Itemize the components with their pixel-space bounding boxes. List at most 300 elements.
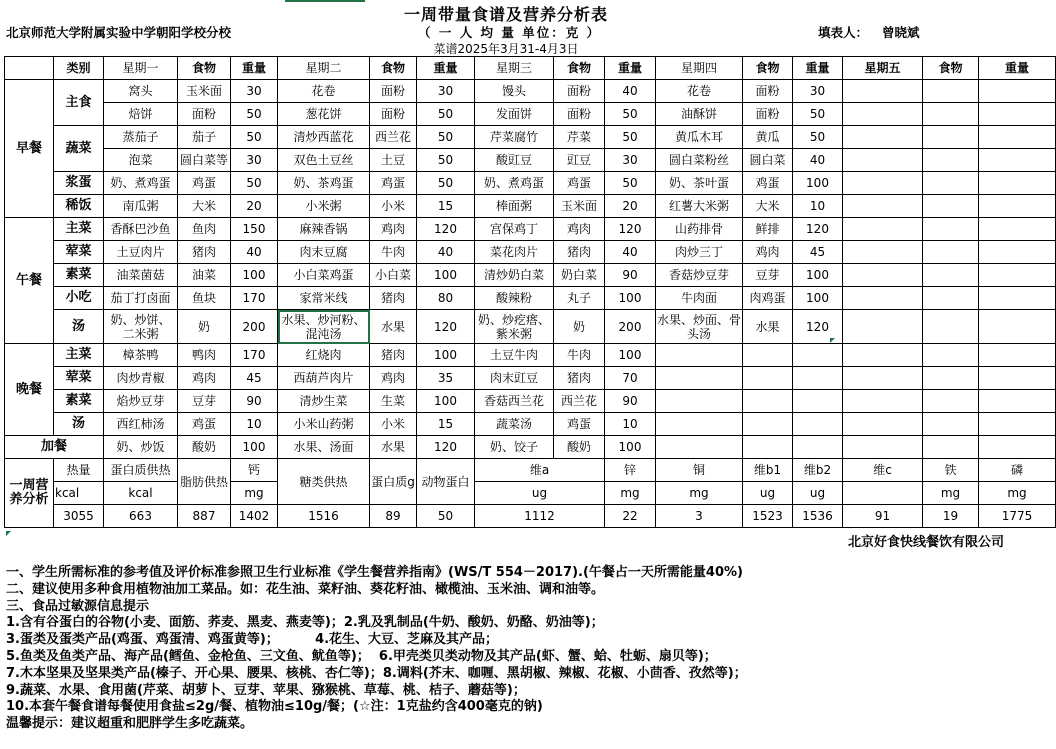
food-cell[interactable]: 猪肉: [370, 344, 417, 367]
header-cell[interactable]: 食物: [743, 57, 793, 80]
nutrient-unit[interactable]: [843, 482, 923, 505]
food-cell[interactable]: 西兰花: [554, 390, 605, 413]
nutrient-value[interactable]: 1112: [475, 505, 605, 528]
food-cell[interactable]: 鸡肉: [370, 367, 417, 390]
weight-cell[interactable]: 100: [793, 172, 843, 195]
weight-cell[interactable]: [793, 390, 843, 413]
dish-cell[interactable]: [656, 436, 743, 459]
empty-cell[interactable]: [923, 126, 979, 149]
weight-cell[interactable]: 50: [605, 103, 656, 126]
food-cell[interactable]: 茄子: [178, 126, 231, 149]
nutrient-name[interactable]: 蛋白质g: [370, 459, 417, 505]
weight-cell[interactable]: 120: [417, 310, 475, 344]
header-cell[interactable]: 星期一: [104, 57, 178, 80]
nutrient-unit[interactable]: mg: [605, 482, 656, 505]
nutrient-name[interactable]: 脂肪供热: [178, 459, 231, 505]
weight-cell[interactable]: 100: [417, 390, 475, 413]
dish-cell[interactable]: 香菇西兰花: [475, 390, 554, 413]
food-cell[interactable]: 油菜: [178, 264, 231, 287]
weight-cell[interactable]: [793, 436, 843, 459]
dish-cell[interactable]: 西红柿汤: [104, 413, 178, 436]
dish-cell[interactable]: 樟茶鸭: [104, 344, 178, 367]
weight-cell[interactable]: 90: [231, 390, 278, 413]
food-cell[interactable]: 水果: [370, 310, 417, 344]
header-cell[interactable]: 食物: [370, 57, 417, 80]
empty-cell[interactable]: [923, 149, 979, 172]
dish-cell[interactable]: 水果、炒面、骨头汤: [656, 310, 743, 344]
weight-cell[interactable]: [793, 413, 843, 436]
weight-cell[interactable]: 40: [417, 241, 475, 264]
nutrient-value[interactable]: 3: [656, 505, 743, 528]
food-cell[interactable]: 面粉: [743, 80, 793, 103]
nutrient-value[interactable]: 1775: [979, 505, 1056, 528]
dish-cell[interactable]: 肉炒青椒: [104, 367, 178, 390]
weight-cell[interactable]: 100: [417, 344, 475, 367]
weight-cell[interactable]: 150: [231, 218, 278, 241]
weight-cell[interactable]: 70: [605, 367, 656, 390]
empty-cell[interactable]: [923, 413, 979, 436]
weight-cell[interactable]: 15: [417, 195, 475, 218]
food-cell[interactable]: 豆芽: [743, 264, 793, 287]
meal-dinner[interactable]: 晚餐: [5, 344, 54, 436]
dish-cell[interactable]: [656, 344, 743, 367]
food-cell[interactable]: 鱼肉: [178, 218, 231, 241]
dish-cell[interactable]: 发面饼: [475, 103, 554, 126]
empty-cell[interactable]: [843, 195, 923, 218]
dish-cell[interactable]: 肉末豇豆: [475, 367, 554, 390]
empty-cell[interactable]: [843, 103, 923, 126]
dish-cell[interactable]: 肉炒三丁: [656, 241, 743, 264]
food-cell[interactable]: 面粉: [743, 103, 793, 126]
empty-cell[interactable]: [979, 80, 1056, 103]
dish-cell[interactable]: 酸辣粉: [475, 287, 554, 310]
weight-cell[interactable]: 50: [417, 126, 475, 149]
food-cell[interactable]: 猪肉: [554, 367, 605, 390]
food-cell[interactable]: 面粉: [554, 103, 605, 126]
dish-cell[interactable]: 焙饼: [104, 103, 178, 126]
food-cell[interactable]: 西兰花: [370, 126, 417, 149]
weight-cell[interactable]: 100: [417, 264, 475, 287]
dish-cell[interactable]: 奶、炒疙瘩、紫米粥: [475, 310, 554, 344]
dish-cell[interactable]: 奶、茶叶蛋: [656, 172, 743, 195]
weight-cell[interactable]: 100: [793, 264, 843, 287]
food-cell[interactable]: 鸡蛋: [178, 413, 231, 436]
empty-cell[interactable]: [843, 218, 923, 241]
empty-cell[interactable]: [923, 310, 979, 344]
empty-cell[interactable]: [923, 80, 979, 103]
empty-cell[interactable]: [923, 344, 979, 367]
weight-cell[interactable]: 10: [231, 413, 278, 436]
nutrient-value[interactable]: 1516: [278, 505, 370, 528]
weight-cell[interactable]: 40: [605, 241, 656, 264]
weight-cell[interactable]: 120: [417, 218, 475, 241]
weight-cell[interactable]: 170: [231, 344, 278, 367]
dish-cell[interactable]: 小米粥: [278, 195, 370, 218]
empty-cell[interactable]: [843, 390, 923, 413]
food-cell[interactable]: 玉米面: [554, 195, 605, 218]
weight-cell[interactable]: 50: [417, 149, 475, 172]
nutrient-unit[interactable]: mg: [656, 482, 743, 505]
dish-cell[interactable]: 小白菜鸡蛋: [278, 264, 370, 287]
nutrient-name[interactable]: 蛋白质供热: [104, 459, 178, 482]
nutrient-name[interactable]: 动物蛋白: [417, 459, 475, 505]
weight-cell[interactable]: 50: [793, 126, 843, 149]
food-cell[interactable]: 酸奶: [554, 436, 605, 459]
food-cell[interactable]: 鱼块: [178, 287, 231, 310]
food-cell[interactable]: [743, 367, 793, 390]
dish-cell[interactable]: 山药排骨: [656, 218, 743, 241]
dish-cell[interactable]: 圆白菜粉丝: [656, 149, 743, 172]
nutrient-name[interactable]: 锌: [605, 459, 656, 482]
food-cell[interactable]: 鸡蛋: [554, 172, 605, 195]
nutrition-label[interactable]: 一周营养分析: [5, 459, 54, 528]
empty-cell[interactable]: [979, 413, 1056, 436]
food-cell[interactable]: 牛肉: [554, 344, 605, 367]
dish-cell[interactable]: 奶、煮鸡蛋: [475, 172, 554, 195]
food-cell[interactable]: 芹菜: [554, 126, 605, 149]
food-cell[interactable]: 面粉: [370, 103, 417, 126]
weight-cell[interactable]: 120: [793, 218, 843, 241]
weight-cell[interactable]: 170: [231, 287, 278, 310]
dish-cell[interactable]: 葱花饼: [278, 103, 370, 126]
empty-cell[interactable]: [979, 218, 1056, 241]
food-cell[interactable]: 小米: [370, 413, 417, 436]
nutrient-value[interactable]: 1523: [743, 505, 793, 528]
dish-cell[interactable]: 南瓜粥: [104, 195, 178, 218]
dish-cell[interactable]: 奶、茶鸡蛋: [278, 172, 370, 195]
cat-soup[interactable]: 汤: [54, 310, 104, 344]
food-cell[interactable]: 大米: [178, 195, 231, 218]
weight-cell[interactable]: 50: [231, 126, 278, 149]
food-cell[interactable]: 鸡肉: [743, 241, 793, 264]
food-cell[interactable]: 肉鸡蛋: [743, 287, 793, 310]
weight-cell[interactable]: 200: [231, 310, 278, 344]
cat-meat-veg[interactable]: 荤菜: [54, 241, 104, 264]
empty-cell[interactable]: [843, 172, 923, 195]
weight-cell[interactable]: 35: [417, 367, 475, 390]
empty-cell[interactable]: [843, 264, 923, 287]
cat-main[interactable]: 主菜: [54, 218, 104, 241]
food-cell[interactable]: 鸡蛋: [178, 172, 231, 195]
dish-cell[interactable]: 菜花肉片: [475, 241, 554, 264]
dish-cell[interactable]: 油菜菌菇: [104, 264, 178, 287]
dish-cell[interactable]: 红烧肉: [278, 344, 370, 367]
cat-main[interactable]: 主菜: [54, 344, 104, 367]
empty-cell[interactable]: [843, 436, 923, 459]
nutrient-value[interactable]: 19: [923, 505, 979, 528]
weight-cell[interactable]: 90: [605, 264, 656, 287]
weight-cell[interactable]: 90: [605, 390, 656, 413]
nutrient-name[interactable]: 铜: [656, 459, 743, 482]
dish-cell[interactable]: [656, 367, 743, 390]
dish-cell[interactable]: 黄瓜木耳: [656, 126, 743, 149]
nutrient-name[interactable]: 铁: [923, 459, 979, 482]
nutrient-unit[interactable]: mg: [923, 482, 979, 505]
empty-cell[interactable]: [979, 172, 1056, 195]
nutrient-value[interactable]: 22: [605, 505, 656, 528]
weight-cell[interactable]: 45: [231, 367, 278, 390]
weight-cell[interactable]: 100: [605, 344, 656, 367]
food-cell[interactable]: 奶: [554, 310, 605, 344]
empty-cell[interactable]: [843, 287, 923, 310]
food-cell[interactable]: 大米: [743, 195, 793, 218]
dish-cell[interactable]: 窝头: [104, 80, 178, 103]
weight-cell[interactable]: [793, 344, 843, 367]
food-cell[interactable]: 酸奶: [178, 436, 231, 459]
food-cell[interactable]: [743, 436, 793, 459]
meal-extra[interactable]: 加餐: [5, 436, 104, 459]
weight-cell[interactable]: 100: [231, 264, 278, 287]
weight-cell[interactable]: 50: [231, 103, 278, 126]
food-cell[interactable]: 猪肉: [370, 287, 417, 310]
empty-cell[interactable]: [843, 413, 923, 436]
nutrient-unit[interactable]: kcal: [54, 482, 104, 505]
dish-cell[interactable]: 蔬菜汤: [475, 413, 554, 436]
nutrient-name[interactable]: 磷: [979, 459, 1056, 482]
food-cell[interactable]: 豆芽: [178, 390, 231, 413]
empty-cell[interactable]: [843, 126, 923, 149]
food-cell[interactable]: 鸡蛋: [554, 413, 605, 436]
nutrient-value[interactable]: 3055: [54, 505, 104, 528]
food-cell[interactable]: 猪肉: [178, 241, 231, 264]
food-cell[interactable]: 圆白菜: [743, 149, 793, 172]
nutrient-unit[interactable]: mg: [231, 482, 278, 505]
header-cell[interactable]: 重量: [605, 57, 656, 80]
header-cell[interactable]: 食物: [923, 57, 979, 80]
header-cell[interactable]: 食物: [554, 57, 605, 80]
dish-cell-selected[interactable]: 水果、炒河粉、混沌汤: [278, 310, 370, 344]
dish-cell[interactable]: 清炒奶白菜: [475, 264, 554, 287]
dish-cell[interactable]: 土豆肉片: [104, 241, 178, 264]
dish-cell[interactable]: 肉末豆腐: [278, 241, 370, 264]
food-cell[interactable]: 面粉: [554, 80, 605, 103]
weight-cell[interactable]: 30: [793, 80, 843, 103]
dish-cell[interactable]: 清炒生菜: [278, 390, 370, 413]
dish-cell[interactable]: 焰炒豆芽: [104, 390, 178, 413]
food-cell[interactable]: 豇豆: [554, 149, 605, 172]
food-cell[interactable]: 面粉: [178, 103, 231, 126]
nutrient-value[interactable]: 89: [370, 505, 417, 528]
food-cell[interactable]: 丸子: [554, 287, 605, 310]
weight-cell[interactable]: 200: [605, 310, 656, 344]
nutrient-unit[interactable]: ug: [475, 482, 605, 505]
nutrient-name[interactable]: 糖类供热: [278, 459, 370, 505]
food-cell[interactable]: [743, 413, 793, 436]
empty-cell[interactable]: [923, 218, 979, 241]
weight-cell[interactable]: 100: [605, 287, 656, 310]
weight-cell[interactable]: 10: [793, 195, 843, 218]
meal-lunch[interactable]: 午餐: [5, 218, 54, 344]
dish-cell[interactable]: 香菇炒豆芽: [656, 264, 743, 287]
dish-cell[interactable]: [656, 413, 743, 436]
dish-cell[interactable]: 西葫芦肉片: [278, 367, 370, 390]
food-cell[interactable]: 奶白菜: [554, 264, 605, 287]
weight-cell[interactable]: 10: [605, 413, 656, 436]
dish-cell[interactable]: 泡菜: [104, 149, 178, 172]
header-cell[interactable]: 星期四: [656, 57, 743, 80]
empty-cell[interactable]: [979, 149, 1056, 172]
header-cell[interactable]: 类别: [54, 57, 104, 80]
empty-cell[interactable]: [979, 103, 1056, 126]
weight-cell[interactable]: 40: [793, 149, 843, 172]
empty-cell[interactable]: [979, 310, 1056, 344]
dish-cell[interactable]: 油酥饼: [656, 103, 743, 126]
food-cell[interactable]: 鸡肉: [370, 218, 417, 241]
dish-cell[interactable]: 芹菜腐竹: [475, 126, 554, 149]
dish-cell[interactable]: 小米山药粥: [278, 413, 370, 436]
dish-cell[interactable]: 奶、煮鸡蛋: [104, 172, 178, 195]
weight-cell[interactable]: 30: [231, 80, 278, 103]
dish-cell[interactable]: 奶、炒饼、二米粥: [104, 310, 178, 344]
food-cell[interactable]: 水果: [370, 436, 417, 459]
food-cell[interactable]: 生菜: [370, 390, 417, 413]
weight-cell[interactable]: 40: [605, 80, 656, 103]
cat-vegetarian[interactable]: 素菜: [54, 264, 104, 287]
weight-cell[interactable]: 80: [417, 287, 475, 310]
cat-milk-egg[interactable]: 浆蛋: [54, 172, 104, 195]
empty-cell[interactable]: [979, 287, 1056, 310]
cat-veg[interactable]: 蔬菜: [54, 126, 104, 172]
empty-cell[interactable]: [979, 344, 1056, 367]
weight-cell[interactable]: 100: [605, 436, 656, 459]
food-cell[interactable]: 水果: [743, 310, 793, 344]
food-cell[interactable]: 圆白菜等: [178, 149, 231, 172]
dish-cell[interactable]: 棒面粥: [475, 195, 554, 218]
weight-cell[interactable]: 50: [417, 172, 475, 195]
empty-cell[interactable]: [843, 367, 923, 390]
dish-cell[interactable]: [656, 390, 743, 413]
cat-staple[interactable]: 主食: [54, 80, 104, 126]
meal-breakfast[interactable]: 早餐: [5, 80, 54, 218]
dish-cell[interactable]: 蒸茄子: [104, 126, 178, 149]
empty-cell[interactable]: [843, 241, 923, 264]
food-cell[interactable]: 牛肉: [370, 241, 417, 264]
empty-cell[interactable]: [923, 172, 979, 195]
dish-cell[interactable]: 家常米线: [278, 287, 370, 310]
corner-cell[interactable]: [5, 57, 54, 80]
food-cell[interactable]: [743, 344, 793, 367]
nutrient-value[interactable]: 663: [104, 505, 178, 528]
weight-cell[interactable]: 120: [417, 436, 475, 459]
dish-cell[interactable]: 花卷: [278, 80, 370, 103]
food-cell[interactable]: 鸭肉: [178, 344, 231, 367]
weight-cell[interactable]: 100: [231, 436, 278, 459]
header-cell[interactable]: 重量: [979, 57, 1056, 80]
weight-cell[interactable]: 15: [417, 413, 475, 436]
empty-cell[interactable]: [979, 436, 1056, 459]
empty-cell[interactable]: [843, 344, 923, 367]
nutrient-name[interactable]: 钙: [231, 459, 278, 482]
weight-cell[interactable]: 50: [417, 103, 475, 126]
food-cell[interactable]: 面粉: [370, 80, 417, 103]
empty-cell[interactable]: [979, 241, 1056, 264]
nutrient-unit[interactable]: mg: [979, 482, 1056, 505]
dish-cell[interactable]: 红薯大米粥: [656, 195, 743, 218]
dish-cell[interactable]: 花卷: [656, 80, 743, 103]
nutrient-unit[interactable]: kcal: [104, 482, 178, 505]
weight-cell[interactable]: 30: [231, 149, 278, 172]
weight-cell[interactable]: 45: [793, 241, 843, 264]
empty-cell[interactable]: [923, 436, 979, 459]
nutrient-unit[interactable]: ug: [743, 482, 793, 505]
weight-cell[interactable]: 20: [605, 195, 656, 218]
nutrient-name[interactable]: 维c: [843, 459, 923, 482]
header-cell[interactable]: 重量: [417, 57, 475, 80]
food-cell[interactable]: 鸡蛋: [370, 172, 417, 195]
nutrient-name[interactable]: 维a: [475, 459, 605, 482]
dish-cell[interactable]: 土豆牛肉: [475, 344, 554, 367]
weight-cell[interactable]: 50: [605, 126, 656, 149]
food-cell[interactable]: 鸡蛋: [743, 172, 793, 195]
dish-cell[interactable]: 双色土豆丝: [278, 149, 370, 172]
header-cell[interactable]: 重量: [231, 57, 278, 80]
weight-cell[interactable]: [793, 367, 843, 390]
weight-cell[interactable]: 30: [605, 149, 656, 172]
dish-cell[interactable]: 奶、饺子: [475, 436, 554, 459]
food-cell[interactable]: 鸡肉: [178, 367, 231, 390]
food-cell[interactable]: [743, 390, 793, 413]
weight-cell[interactable]: 120: [605, 218, 656, 241]
cat-vegetarian[interactable]: 素菜: [54, 390, 104, 413]
food-cell[interactable]: 鲜排: [743, 218, 793, 241]
nutrient-value[interactable]: 887: [178, 505, 231, 528]
empty-cell[interactable]: [923, 367, 979, 390]
empty-cell[interactable]: [843, 149, 923, 172]
weight-cell[interactable]: 20: [231, 195, 278, 218]
food-cell[interactable]: 小米: [370, 195, 417, 218]
dish-cell[interactable]: 清炒西蓝花: [278, 126, 370, 149]
nutrient-unit[interactable]: ug: [793, 482, 843, 505]
weight-cell[interactable]: 50: [605, 172, 656, 195]
food-cell[interactable]: 黄瓜: [743, 126, 793, 149]
food-cell[interactable]: 土豆: [370, 149, 417, 172]
weight-cell[interactable]: 50: [793, 103, 843, 126]
header-cell[interactable]: 食物: [178, 57, 231, 80]
empty-cell[interactable]: [923, 390, 979, 413]
header-cell[interactable]: 星期二: [278, 57, 370, 80]
empty-cell[interactable]: [923, 287, 979, 310]
dish-cell[interactable]: 酸豇豆: [475, 149, 554, 172]
weight-cell[interactable]: 30: [417, 80, 475, 103]
empty-cell[interactable]: [979, 126, 1056, 149]
empty-cell[interactable]: [979, 367, 1056, 390]
cat-porridge[interactable]: 稀饭: [54, 195, 104, 218]
empty-cell[interactable]: [923, 195, 979, 218]
cat-snack[interactable]: 小吃: [54, 287, 104, 310]
nutrient-name[interactable]: 维b2: [793, 459, 843, 482]
nutrient-value[interactable]: 1402: [231, 505, 278, 528]
empty-cell[interactable]: [979, 390, 1056, 413]
dish-cell[interactable]: 馒头: [475, 80, 554, 103]
empty-cell[interactable]: [923, 241, 979, 264]
weight-cell[interactable]: 120: [793, 310, 843, 344]
dish-cell[interactable]: 奶、炒饭: [104, 436, 178, 459]
cat-meat-veg[interactable]: 荤菜: [54, 367, 104, 390]
dish-cell[interactable]: 牛肉面: [656, 287, 743, 310]
dish-cell[interactable]: 香酥巴沙鱼: [104, 218, 178, 241]
dish-cell[interactable]: 宫保鸡丁: [475, 218, 554, 241]
weight-cell[interactable]: 100: [793, 287, 843, 310]
empty-cell[interactable]: [923, 264, 979, 287]
nutrient-value[interactable]: 50: [417, 505, 475, 528]
empty-cell[interactable]: [979, 264, 1056, 287]
weight-cell[interactable]: 50: [231, 172, 278, 195]
food-cell[interactable]: 玉米面: [178, 80, 231, 103]
cat-soup[interactable]: 汤: [54, 413, 104, 436]
food-cell[interactable]: 猪肉: [554, 241, 605, 264]
food-cell[interactable]: 鸡肉: [554, 218, 605, 241]
nutrient-value[interactable]: 91: [843, 505, 923, 528]
